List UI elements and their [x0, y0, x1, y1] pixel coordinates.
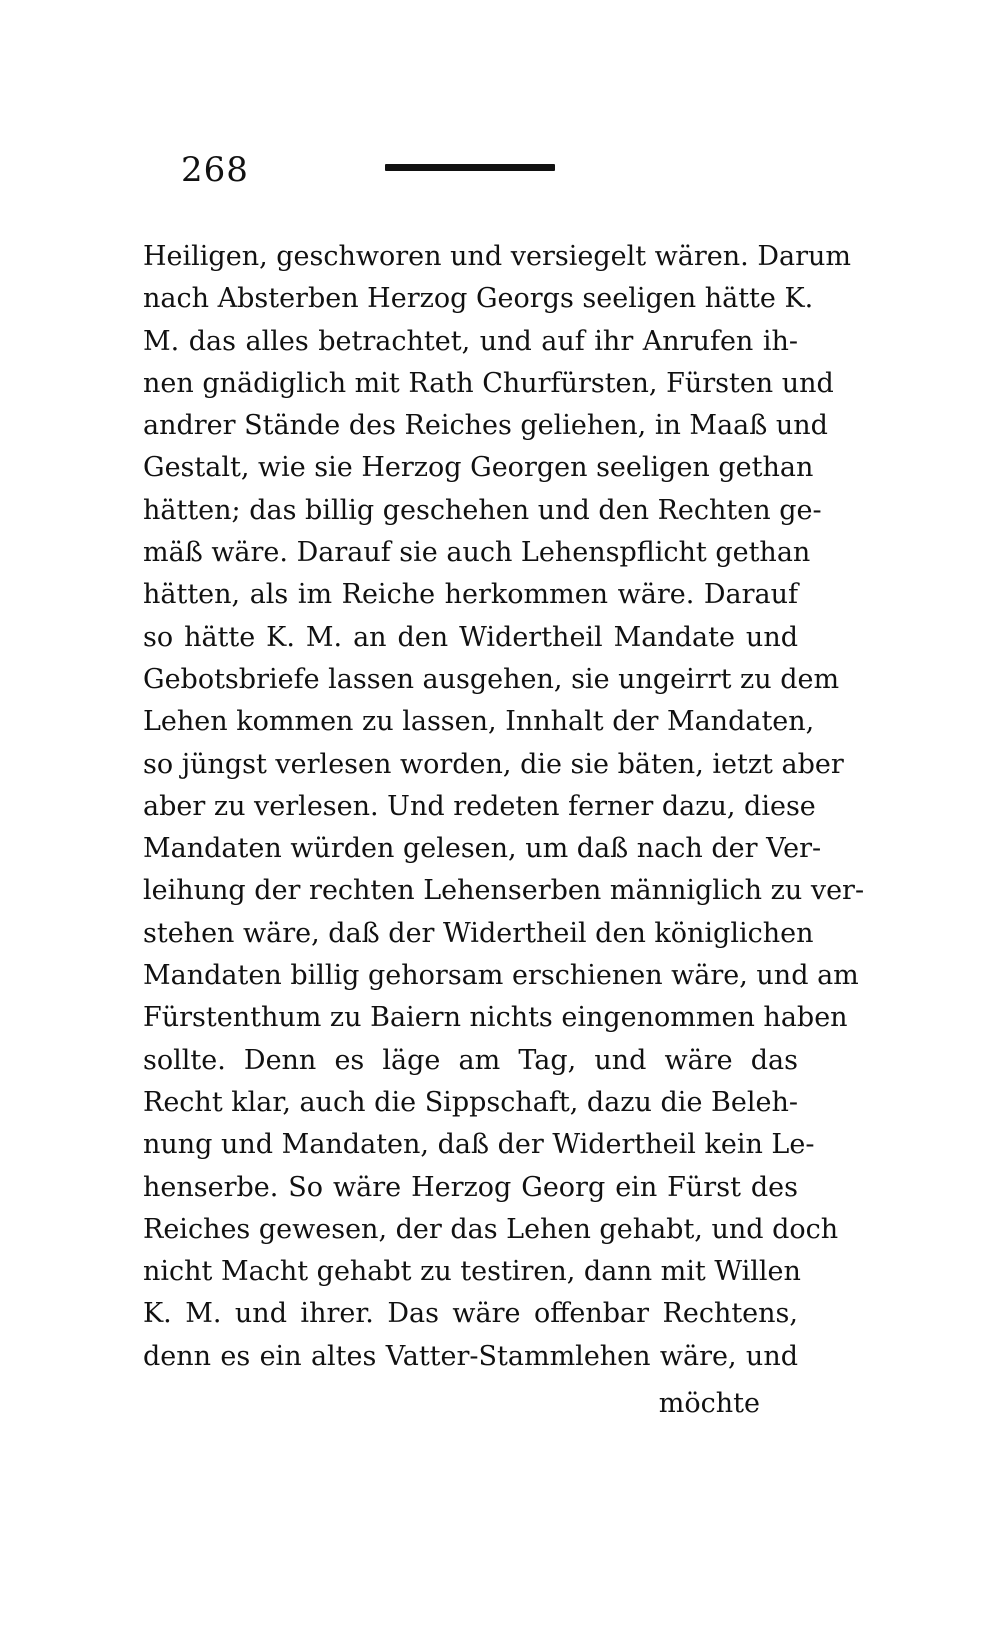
text-line: nen gnädiglich mit Rath Churfürsten, Fürsten und [143, 367, 834, 399]
text-line: henserbe. So wäre Herzog Georg ein Fürst des [143, 1171, 798, 1203]
text-line: Gebotsbriefe lassen ausgehen, sie ungeirrt zu dem [143, 663, 840, 695]
catchword: möchte [658, 1388, 760, 1419]
text-line: leihung der rechten Lehenserben männiglich zu ver- [143, 875, 865, 907]
text-line: M. das alles betrachtet, und auf ihr Anrufen ih- [143, 325, 798, 357]
text-line: aber zu verlesen. Und redeten ferner dazu, diese [143, 790, 816, 822]
text-line: Heiligen, geschworen und versiegelt wären. Darum [143, 241, 851, 272]
text-line: denn es ein altes Vatter-Stammlehen wäre, und [143, 1340, 798, 1372]
text-line: nung und Mandaten, daß der Widertheil kein Le- [143, 1129, 815, 1161]
text-line: Mandaten billig gehorsam erschienen wäre, und am [143, 960, 859, 992]
text-line: so hätte K. M. an den Widertheil Mandate und [143, 621, 798, 653]
text-line: stehen wäre, daß der Widertheil den königlichen [143, 917, 814, 949]
body-text [143, 236, 865, 1378]
text-line: sollte. Denn es läge am Tag, und wäre das [143, 1044, 798, 1076]
text-line: mäß wäre. Darauf sie auch Lehenspflicht gethan [143, 537, 811, 569]
text-line: Recht klar, auch die Sippschaft, dazu die Beleh- [143, 1086, 798, 1118]
header-rule [385, 164, 555, 171]
text-line: Reiches gewesen, der das Lehen gehabt, und doch [143, 1213, 839, 1245]
text-line: hätten; das billig geschehen und den Rechten ge- [143, 494, 822, 526]
text-line: Lehen kommen zu lassen, Innhalt der Mandaten, [143, 706, 815, 738]
text-line: Gestalt, wie sie Herzog Georgen seeligen gethan [143, 452, 814, 484]
text-line: nicht Macht gehabt zu testiren, dann mit Willen [143, 1256, 801, 1288]
text-line: andrer Stände des Reiches geliehen, in Maaß und [143, 410, 828, 442]
text-line: Fürstenthum zu Baiern nichts eingenommen haben [143, 1002, 848, 1034]
text-line: K. M. und ihrer. Das wäre offenbar Rechtens, [143, 1298, 798, 1330]
text-line: Mandaten würden gelesen, um daß nach der Ver- [143, 833, 822, 865]
text-line: nach Absterben Herzog Georgs seeligen hätte K. [143, 283, 814, 315]
page-number: 268 [181, 150, 249, 190]
text-line: hätten, als im Reiche herkommen wäre. Darauf [143, 579, 798, 611]
text-line: so jüngst verlesen worden, die sie bäten, ietzt aber [143, 748, 844, 780]
